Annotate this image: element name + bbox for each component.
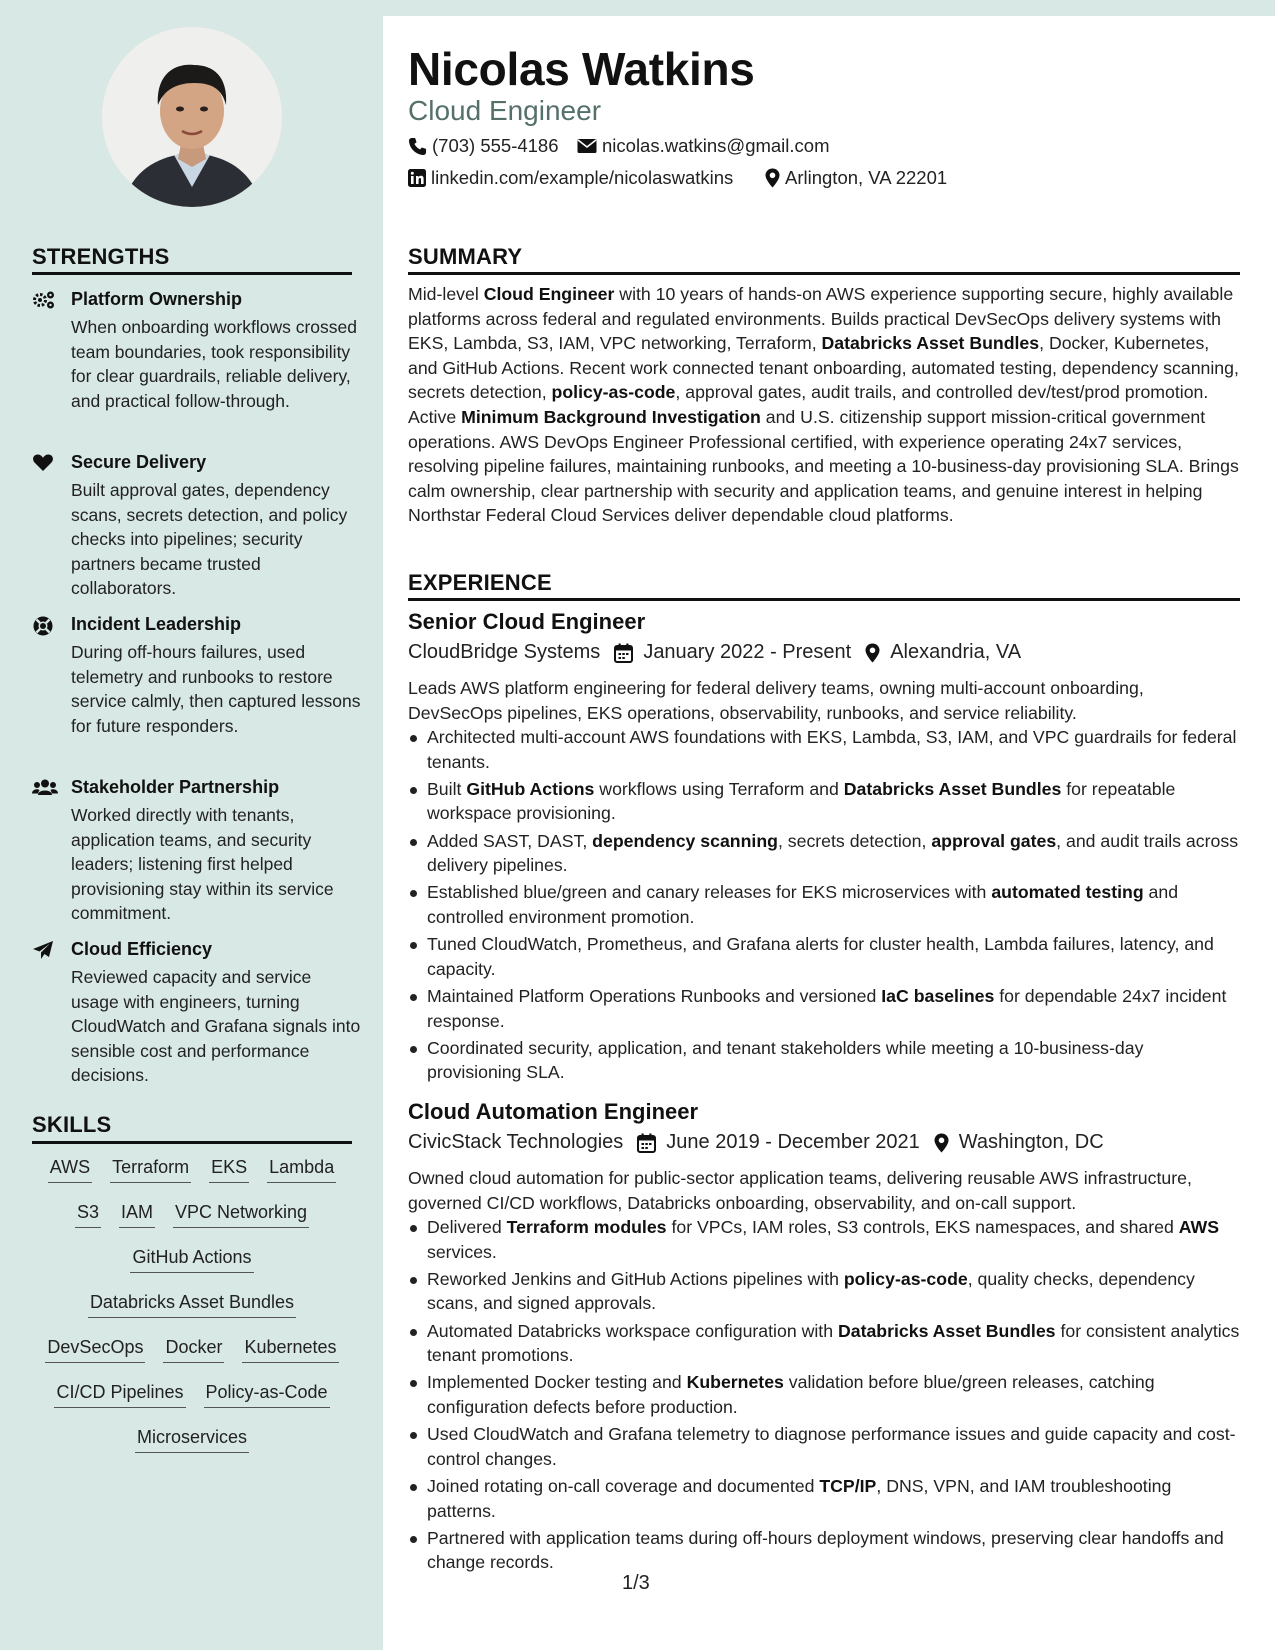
- job-bullets: [408, 725, 1240, 1087]
- linkedin-icon: [408, 169, 426, 187]
- bullet-text: Automated Databricks workspace configuration with: [427, 1320, 838, 1341]
- bullet-text: , quality checks, dependency scans, and signed approvals.: [427, 1268, 1195, 1314]
- skill-tag: Kubernetes: [242, 1337, 338, 1363]
- bullet-keyword: Kubernetes: [686, 1372, 784, 1393]
- job-description: Owned cloud automation for public-sector application teams, delivering reusable AWS infrastructure, governed CI/CD workflows, Databricks onboarding, observability, and on-call support.: [408, 1168, 1192, 1213]
- bullet-text: validation before blue/green releases, catching configuration defects before production.: [427, 1372, 1155, 1417]
- strength-title: Cloud Efficiency: [71, 939, 213, 959]
- bullet-text: for dependable 24x7 incident response.: [427, 985, 1227, 1031]
- bullet-item: [408, 725, 1240, 774]
- contact-email[interactable]: [577, 135, 830, 157]
- bullet-item: [408, 777, 1240, 826]
- bullet-keyword: approval gates: [931, 830, 1057, 851]
- summary-heading: SUMMARY: [408, 244, 523, 269]
- page-number: 1/3: [622, 1572, 650, 1594]
- bullet-item: [408, 1215, 1240, 1264]
- strength-title: Secure Delivery: [71, 452, 207, 472]
- bullet-text: Reworked Jenkins and GitHub Actions pipelines with: [427, 1268, 844, 1289]
- skills-list: [32, 1157, 352, 1472]
- email-text[interactable]: nicolas.watkins@gmail.com: [602, 135, 830, 156]
- strengths-rule: [32, 272, 352, 275]
- bullet-item: [408, 1370, 1240, 1419]
- linkedin-text[interactable]: linkedin.com/example/nicolaswatkins: [431, 167, 734, 188]
- summary-text-part: , approval gates, audit trails, and controlled dev/test/prod promotion. Active: [408, 382, 1209, 427]
- job-description: Leads AWS platform engineering for federal delivery teams, owning multi-account onboarding, DevSecOps pipelines, EKS operations, observability, runbooks, and service reliability.: [408, 678, 1144, 723]
- bullet-keyword: Databricks Asset Bundles: [837, 1320, 1056, 1341]
- skill-tag: CI/CD Pipelines: [54, 1382, 185, 1408]
- bullet-text: Built: [427, 778, 467, 799]
- bullet-keyword: IaC baselines: [881, 985, 995, 1006]
- skills-row: [32, 1157, 352, 1202]
- skill-tag: GitHub Actions: [130, 1247, 253, 1273]
- life-ring-icon: [32, 615, 56, 637]
- bullet-text: workflows using Terraform and: [594, 778, 844, 799]
- heart-icon: [32, 453, 56, 475]
- bullet-text: Delivered: [427, 1217, 507, 1237]
- phone-icon: [408, 137, 427, 156]
- bullet-text: for consistent analytics tenant promotions.: [427, 1320, 1240, 1366]
- job-location: Alexandria, VA: [890, 641, 1022, 663]
- bullet-text: Joined rotating on-call coverage and documented: [427, 1475, 820, 1496]
- bullet-item: [408, 984, 1240, 1033]
- candidate-title: Cloud Engineer: [408, 95, 602, 126]
- job-dates: January 2022 - Present: [643, 641, 852, 663]
- job-company: CloudBridge Systems: [408, 641, 601, 663]
- skill-tag: Terraform: [110, 1157, 191, 1183]
- bullet-item: [408, 880, 1240, 929]
- skills-rule: [32, 1141, 352, 1144]
- strengths-heading: STRENGTHS: [32, 244, 170, 269]
- skill-tag: AWS: [48, 1157, 92, 1183]
- bullet-keyword: dependency scanning: [592, 830, 778, 851]
- job-bullets: [408, 1215, 1240, 1577]
- bullet-text: Architected multi-account AWS foundations with EKS, Lambda, S3, IAM, and VPC guardrails for federal tenants.: [427, 727, 1237, 772]
- job-meta: [408, 641, 1021, 664]
- bullet-text: Maintained Platform Operations Runbooks and versioned: [427, 985, 882, 1006]
- strength-desc: Worked directly with tenants, application teams, and security leaders; listening first helped provisioning stay within its service commitment.: [71, 805, 334, 923]
- strength-desc: Built approval gates, dependency scans, secrets detection, and policy checks into pipelines; security partners became trusted collaborators.: [71, 480, 348, 598]
- skills-row: [32, 1202, 352, 1247]
- location-text: Arlington, VA 22201: [785, 167, 948, 188]
- summary-keyword: Cloud Engineer: [483, 284, 615, 304]
- skill-tag: Docker: [163, 1337, 224, 1363]
- bullet-text: , and audit trails across delivery pipelines.: [427, 830, 1239, 876]
- candidate-name: Nicolas Watkins: [408, 43, 755, 95]
- contact-location: [765, 167, 947, 189]
- strength-title: Incident Leadership: [71, 614, 242, 634]
- bullet-text: and controlled environment promotion.: [427, 882, 1179, 927]
- skill-tag: Databricks Asset Bundles: [88, 1292, 296, 1318]
- envelope-icon: [577, 138, 597, 154]
- strength-desc: When onboarding workflows crossed team boundaries, took responsibility for clear guardrails, reliable delivery, and practical follow-through.: [71, 317, 357, 411]
- summary-keyword: Minimum Background Investigation: [461, 406, 761, 427]
- bullet-keyword: automated testing: [991, 882, 1144, 903]
- bullet-item: [408, 1526, 1240, 1575]
- job-meta: [408, 1131, 1104, 1154]
- strength-title: Stakeholder Partnership: [71, 777, 280, 797]
- gears-icon: [32, 290, 56, 312]
- summary-text-part: and U.S. citizenship support mission-critical government operations. AWS DevOps Engineer Professional certified, with experience operating 24x7 services, resolving pipeline failures, maintaining runbooks, and meeting a 10-business-day provisioning SLA. Brings calm ownership, clear partnership with security and application teams, and genuine interest in helping Northstar Federal Cloud Services deliver dependable cloud platforms.: [408, 406, 1239, 526]
- summary-paragraph: [408, 282, 1240, 528]
- skills-row: [32, 1427, 352, 1472]
- strength-title: Platform Ownership: [71, 289, 243, 309]
- strength-desc: During off-hours failures, used telemetry and runbooks to restore service calmly, then captured lessons for future responders.: [71, 642, 361, 736]
- bullet-item: [408, 1036, 1240, 1085]
- contact-phone: [408, 135, 559, 157]
- bullet-text: Tuned CloudWatch, Prometheus, and Grafana alerts for cluster health, Lambda failures, latency, and capacity.: [427, 934, 1214, 979]
- bullet-keyword: TCP/IP: [819, 1475, 877, 1496]
- map-pin-icon: [765, 168, 780, 188]
- bullet-text: , DNS, VPN, and IAM troubleshooting patterns.: [427, 1475, 1172, 1521]
- bullet-text: services.: [427, 1241, 497, 1262]
- bullet-keyword: AWS: [1178, 1217, 1220, 1237]
- strength-desc: Reviewed capacity and service usage with engineers, turning CloudWatch and Grafana signals into sensible cost and performance decisions.: [71, 967, 361, 1085]
- summary-text-part: , Docker, Kubernetes, and GitHub Actions. Recent work connected tenant onboarding, automated testing, dependency scanning, secrets detection,: [408, 333, 1239, 403]
- skill-tag: Policy-as-Code: [204, 1382, 330, 1408]
- bullet-text: Partnered with application teams during off-hours deployment windows, preserving clear handoffs and change records.: [427, 1527, 1224, 1573]
- skill-tag: VPC Networking: [173, 1202, 309, 1228]
- bullet-text: for repeatable workspace provisioning.: [427, 778, 1176, 824]
- skills-row: [32, 1337, 352, 1382]
- bullet-item: [408, 1267, 1240, 1316]
- skill-tag: IAM: [119, 1202, 155, 1228]
- paper-plane-icon: [32, 940, 56, 962]
- experience-rule: [408, 598, 1240, 601]
- bullet-text: Added SAST, DAST,: [427, 830, 593, 851]
- bullet-keyword: policy-as-code: [843, 1268, 968, 1289]
- bullet-text: Coordinated security, application, and tenant stakeholders while meeting a 10-business-day provisioning SLA.: [427, 1037, 1144, 1083]
- phone-text: (703) 555-4186: [432, 135, 559, 156]
- bullet-item: [408, 829, 1240, 878]
- calendar-icon: [637, 1133, 656, 1153]
- skills-row: [32, 1382, 352, 1427]
- map-pin-icon: [865, 643, 880, 663]
- summary-keyword: Databricks Asset Bundles: [821, 333, 1040, 354]
- bullet-item: [408, 1422, 1240, 1471]
- bullet-text: for VPCs, IAM roles, S3 controls, EKS namespaces, and shared: [666, 1217, 1179, 1237]
- skill-tag: EKS: [209, 1157, 249, 1183]
- skills-row: [32, 1247, 352, 1292]
- bullet-keyword: Terraform modules: [506, 1217, 667, 1237]
- skill-tag: DevSecOps: [45, 1337, 145, 1363]
- calendar-icon: [614, 643, 633, 663]
- experience-heading: EXPERIENCE: [408, 570, 552, 595]
- job-location: Washington, DC: [958, 1131, 1104, 1153]
- skill-tag: S3: [75, 1202, 101, 1228]
- skills-row: [32, 1292, 352, 1337]
- job-title: Cloud Automation Engineer: [408, 1099, 699, 1124]
- bullet-keyword: Databricks Asset Bundles: [843, 778, 1062, 799]
- bullet-text: , secrets detection,: [777, 830, 932, 851]
- bullet-text: Implemented Docker testing and: [427, 1372, 687, 1393]
- summary-text-part: Mid-level: [408, 284, 484, 304]
- summary-rule: [408, 272, 1240, 275]
- skill-tag: Microservices: [135, 1427, 249, 1453]
- bullet-item: [408, 1474, 1240, 1523]
- summary-keyword: policy-as-code: [551, 382, 676, 403]
- skills-heading: SKILLS: [32, 1112, 112, 1137]
- job-company: CivicStack Technologies: [408, 1131, 624, 1153]
- skill-tag: Lambda: [267, 1157, 336, 1183]
- profile-photo: [102, 27, 282, 207]
- users-icon: [32, 778, 56, 800]
- map-pin-icon: [934, 1133, 949, 1153]
- job-dates: June 2019 - December 2021: [666, 1131, 920, 1153]
- summary-text-part: with 10 years of hands-on AWS experience supporting secure, highly available platforms across federal and regulated environments. Builds practical DevSecOps delivery systems with EKS, Lambda, S3, IAM, VPC networking, Terraform,: [408, 284, 1234, 354]
- bullet-item: [408, 932, 1240, 981]
- bullet-text: Established blue/green and canary releases for EKS microservices with: [427, 882, 992, 903]
- bullet-keyword: GitHub Actions: [466, 778, 595, 799]
- bullet-text: Used CloudWatch and Grafana telemetry to diagnose performance issues and guide capacity and cost-control changes.: [427, 1424, 1236, 1469]
- job-title: Senior Cloud Engineer: [408, 609, 646, 634]
- bullet-item: [408, 1319, 1240, 1368]
- contact-linkedin[interactable]: [408, 167, 733, 189]
